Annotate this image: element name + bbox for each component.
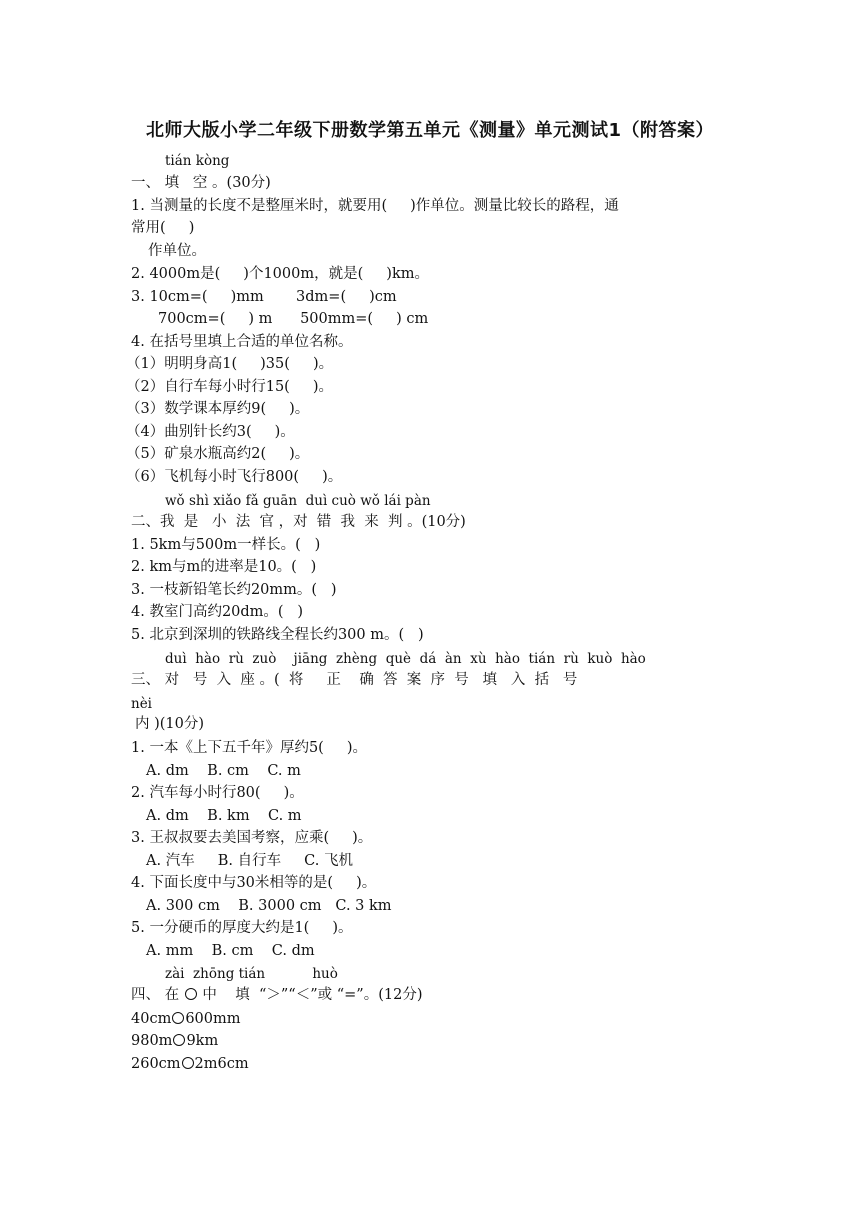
- page-title: 北师大版小学二年级下册数学第五单元《测量》单元测试1（附答案）: [145, 120, 715, 141]
- s3-question-2: 2. 汽车每小时行80( )。: [131, 785, 304, 801]
- compare-right: 600mm: [185, 1011, 241, 1027]
- s1-question-1b: 常用( ): [131, 220, 195, 236]
- s2-question-1: 1. 5km与500m一样长。( ): [131, 537, 321, 553]
- s1-question-1c: 作单位。: [148, 243, 206, 259]
- s3-options-3: A. 汽车 B. 自行车 C. 飞机: [146, 853, 353, 869]
- s3-question-5: 5. 一分硬币的厚度大约是1( )。: [131, 920, 353, 936]
- s3-question-4: 4. 下面长度中与30米相等的是( )。: [131, 875, 377, 891]
- s1-question-2: 2. 4000m是( )个1000m，就是( )km。: [131, 266, 429, 282]
- section3-pinyin: duì hào rù zuò jiāng zhèng què dá àn xù hào tián rù kuò hào: [165, 651, 646, 667]
- s3-question-3: 3. 王叔叔要去美国考察，应乘( )。: [131, 830, 373, 846]
- s1-question-3a: 3. 10cm=( )mm 3dm=( )cm: [131, 289, 397, 305]
- s1-question-1a: 1. 当测量的长度不是整厘米时，就要用( )作单位。测量比较长的路程，通: [131, 198, 619, 214]
- compare-row-2: [131, 1032, 218, 1050]
- s1-question-3b: 700cm=( ) m 500mm=( ) cm: [158, 311, 429, 327]
- section3-pinyin-2: nèi: [131, 696, 153, 712]
- s2-question-2: 2. km与m的进率是10。( ): [131, 559, 317, 575]
- circle-icon[interactable]: [173, 1034, 185, 1046]
- s1-question-4-5: （5）矿泉水瓶高约2( )。: [126, 446, 310, 462]
- section4-pinyin: zài zhōng tián huò: [165, 966, 338, 982]
- s1-question-4-6: （6）飞机每小时飞行800( )。: [126, 469, 343, 485]
- s3-options-5: A. mm B. cm C. dm: [146, 943, 315, 959]
- section4-heading: [131, 986, 422, 1004]
- section3-heading-2: 内 )(10分): [135, 716, 205, 732]
- circle-icon[interactable]: [172, 1012, 184, 1024]
- compare-row-3: [131, 1055, 249, 1073]
- compare-right: 2m6cm: [194, 1056, 249, 1072]
- s1-question-4-4: （4）曲别针长约3( )。: [126, 424, 295, 440]
- compare-left: 980m: [131, 1033, 173, 1049]
- section3-heading: 三、 对 号 入 座 。( 将 正 确 答 案 序 号 填 入 括 号: [131, 672, 578, 688]
- s1-question-4-1: （1）明明身高1( )35( )。: [126, 356, 334, 372]
- compare-left: 260cm: [131, 1056, 181, 1072]
- s2-question-3: 3. 一枝新铅笔长约20mm。( ): [131, 582, 337, 598]
- compare-row-1: [131, 1010, 241, 1028]
- s3-options-2: A. dm B. km C. m: [146, 808, 302, 824]
- section4-heading-part-b: 中 填 “＞”“＜”或 “=”。(12分): [197, 987, 423, 1003]
- s2-question-5: 5. 北京到深圳的铁路线全程长约300 m。( ): [131, 627, 424, 643]
- compare-right: 9km: [186, 1033, 219, 1049]
- s3-options-4: A. 300 cm B. 3000 cm C. 3 km: [146, 898, 392, 914]
- s1-question-4-3: （3）数学课本厚约9( )。: [126, 401, 310, 417]
- circle-icon[interactable]: [182, 1057, 194, 1069]
- section1-pinyin: tián kòng: [165, 153, 230, 169]
- section4-heading-part-a: 四、 在: [131, 987, 180, 1003]
- s2-question-4: 4. 教室门高约20dm。( ): [131, 604, 304, 620]
- s1-question-4: 4. 在括号里填上合适的单位名称。: [131, 334, 353, 350]
- compare-left: 40cm: [131, 1011, 172, 1027]
- section2-heading: 二、我 是 小 法 官 ，对 错 我 来 判 。(10分): [131, 514, 466, 530]
- section2-pinyin: wǒ shì xiǎo fǎ guān duì cuò wǒ lái pàn: [165, 493, 431, 509]
- circle-icon: [185, 988, 197, 1000]
- s3-question-1: 1. 一本《上下五千年》厚约5( )。: [131, 740, 368, 756]
- section1-heading: 一、 填 空 。(30分): [131, 175, 271, 191]
- s1-question-4-2: （2）自行车每小时行15( )。: [126, 379, 334, 395]
- s3-options-1: A. dm B. cm C. m: [146, 763, 301, 779]
